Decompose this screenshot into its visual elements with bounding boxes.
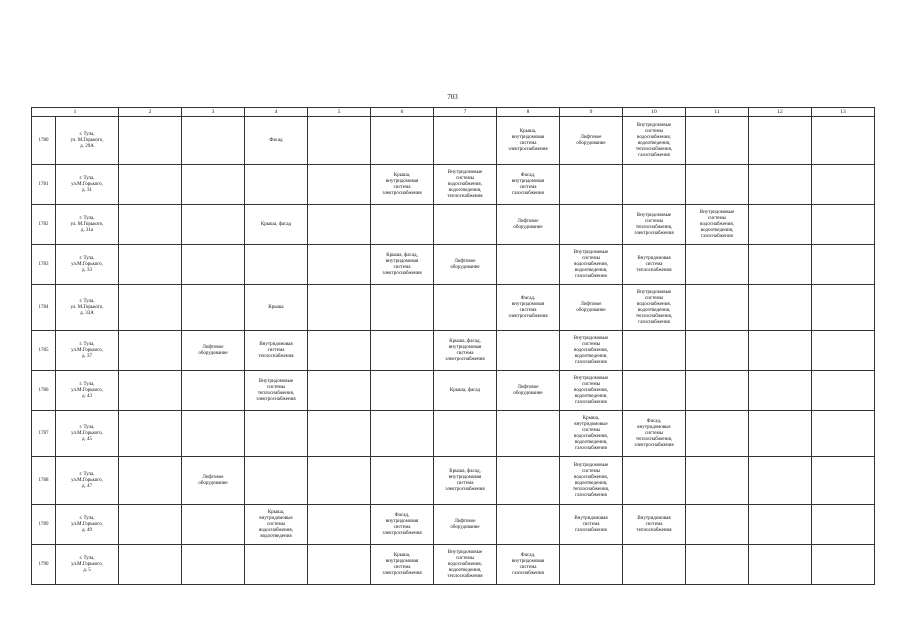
work-cell-col-5 [308,205,371,245]
work-cell-col-7: Лифтовое оборудование [434,245,497,285]
work-cell-col-5 [308,457,371,505]
work-cell-col-8: Крыша, внутридомовая система электроснабжения [497,117,560,165]
work-cell-col-10 [623,165,686,205]
header-cell: 7 [434,108,497,117]
work-cell-col-12 [749,371,812,411]
address-cell: г. Тула, ул.М.Горького, д. 49 [56,505,119,545]
header-cell: 5 [308,108,371,117]
work-cell-col-11 [686,331,749,371]
work-cell-col-12 [749,505,812,545]
work-cell-col-8 [497,505,560,545]
address-cell: г. Тула, ул.М.Горького, д. 47 [56,457,119,505]
work-cell-col-3 [182,545,245,585]
work-cell-col-6 [371,371,434,411]
work-cell-col-9: Лифтовое оборудование [560,285,623,331]
work-cell-col-12 [749,331,812,371]
address-cell: г. Тула, ул. М.Горького, д. 29А [56,117,119,165]
work-cell-col-3 [182,505,245,545]
work-cell-col-2 [119,285,182,331]
work-cell-col-3 [182,245,245,285]
work-cell-col-10 [623,371,686,411]
table-row [32,505,875,545]
row-number: 1784 [32,285,56,331]
work-cell-col-13 [812,117,875,165]
row-number: 1788 [32,457,56,505]
row-number: 1789 [32,505,56,545]
work-cell-col-8: Фасад, внутридомовая система газоснабжения [497,165,560,205]
work-cell-col-12 [749,205,812,245]
row-number: 1781 [32,165,56,205]
address-cell: г. Тула, ул.М.Горького, д. 33 [56,245,119,285]
address-cell: г. Тула, ул.М.Горького, д. 5 [56,545,119,585]
work-cell-col-3 [182,411,245,457]
work-cell-col-5 [308,245,371,285]
address-cell: г. Тула, ул.М.Горького, д. 45 [56,411,119,457]
table-row [32,371,875,411]
work-cell-col-10 [623,331,686,371]
work-cell-col-11 [686,411,749,457]
work-cell-col-12 [749,285,812,331]
repair-schedule-table [31,107,875,585]
work-cell-col-8 [497,331,560,371]
work-cell-col-6 [371,205,434,245]
row-number: 1786 [32,371,56,411]
work-cell-col-11 [686,505,749,545]
work-cell-col-5 [308,371,371,411]
work-cell-col-13 [812,205,875,245]
address-cell: г. Тула, ул.М.Горького, д. 37 [56,331,119,371]
header-cell: 1 [32,108,119,117]
table-row [32,545,875,585]
work-cell-col-6: Крыша, внутридомовая система электроснабжения [371,165,434,205]
work-cell-col-13 [812,245,875,285]
work-cell-col-9 [560,165,623,205]
header-cell: 2 [119,108,182,117]
work-cell-col-5 [308,331,371,371]
row-number: 1782 [32,205,56,245]
work-cell-col-12 [749,245,812,285]
work-cell-col-13 [812,371,875,411]
work-cell-col-5 [308,117,371,165]
work-cell-col-10: Внутридомовые системы водоснабжения, водоотведения, теплоснабжения, газоснабжения [623,117,686,165]
work-cell-col-6: Крыша, фасад, внутридомовая система электроснабжения [371,245,434,285]
work-cell-col-9: Внутридомовая система газоснабжения [560,505,623,545]
work-cell-col-5 [308,411,371,457]
work-cell-col-11 [686,371,749,411]
work-cell-col-2 [119,545,182,585]
work-cell-col-9: Внутридомовые системы водоснабжения, водоотведения, газоснабжения [560,331,623,371]
work-cell-col-3: Лифтовое оборудование [182,331,245,371]
work-cell-col-8: Лифтовое оборудование [497,205,560,245]
work-cell-col-7: Крыша, фасад, внутридомовая система электроснабжения [434,331,497,371]
work-cell-col-8 [497,457,560,505]
work-cell-col-4 [245,165,308,205]
address-cell: г. Тула, ул. М.Горького, д. 33А [56,285,119,331]
work-cell-col-10: Фасад, внутридомовые системы теплоснабжения, электроснабжения [623,411,686,457]
work-cell-col-12 [749,165,812,205]
work-cell-col-2 [119,457,182,505]
work-cell-col-6 [371,411,434,457]
work-cell-col-13 [812,505,875,545]
work-cell-col-9: Внутридомовые системы водоснабжения, водоотведения, газоснабжения [560,245,623,285]
work-cell-col-4: Внутридомовая система теплоснабжения [245,331,308,371]
table-row [32,117,875,165]
work-cell-col-7: Крыша, фасад, внутридомовая система электроснабжения [434,457,497,505]
work-cell-col-2 [119,245,182,285]
work-cell-col-8 [497,411,560,457]
work-cell-col-11 [686,245,749,285]
table-row [32,285,875,331]
address-cell: г. Тула, ул. М.Горького, д. 31а [56,205,119,245]
work-cell-col-6: Крыша, внутридомовая система электроснабжения [371,545,434,585]
work-cell-col-6 [371,457,434,505]
work-cell-col-7: Лифтовое оборудование [434,505,497,545]
header-cell: 4 [245,108,308,117]
work-cell-col-5 [308,505,371,545]
work-cell-col-11 [686,545,749,585]
work-cell-col-12 [749,411,812,457]
work-cell-col-11 [686,165,749,205]
work-cell-col-8: Фасад, внутридомовая система электроснабжения [497,285,560,331]
work-cell-col-6 [371,331,434,371]
work-cell-col-8: Лифтовое оборудование [497,371,560,411]
work-cell-col-4 [245,545,308,585]
work-cell-col-6 [371,117,434,165]
row-number: 1780 [32,117,56,165]
row-number: 1785 [32,331,56,371]
work-cell-col-6 [371,285,434,331]
header-cell: 8 [497,108,560,117]
work-cell-col-5 [308,165,371,205]
work-cell-col-3 [182,165,245,205]
work-cell-col-8 [497,245,560,285]
work-cell-col-4 [245,245,308,285]
header-cell: 10 [623,108,686,117]
work-cell-col-4: Фасад [245,117,308,165]
work-cell-col-9: Внутридомовые системы водоснабжения, водоотведения, теплоснабжения, газоснабжения [560,457,623,505]
work-cell-col-9: Крыша, внутридомовые системы водоснабжения, водоотведения, газоснабжения [560,411,623,457]
work-cell-col-11 [686,285,749,331]
work-cell-col-7: Крыша, фасад [434,371,497,411]
row-number: 1787 [32,411,56,457]
work-cell-col-4: Крыша, внутридомовые системы водоснабжения, водоотведения [245,505,308,545]
work-cell-col-7: Внутридомовые системы водоснабжения, водоотведения, теплоснабжения [434,165,497,205]
work-cell-col-4: Внутридомовые системы теплоснабжения, электроснабжения [245,371,308,411]
work-cell-col-8: Фасад, внутридомовая система газоснабжения [497,545,560,585]
work-cell-col-10: Внутридомовые системы водоснабжения, водоотведения, теплоснабжения, газоснабжения [623,285,686,331]
work-cell-col-3 [182,117,245,165]
page-number: 703 [447,93,458,101]
work-cell-col-2 [119,411,182,457]
header-row [32,108,875,117]
work-cell-col-12 [749,545,812,585]
work-cell-col-13 [812,331,875,371]
work-cell-col-3 [182,285,245,331]
work-cell-col-10: Внутридомовые системы теплоснабжения, электроснабжения [623,205,686,245]
table-row [32,165,875,205]
work-cell-col-4: Крыша, фасад [245,205,308,245]
work-cell-col-11 [686,457,749,505]
header-cell: 12 [749,108,812,117]
work-cell-col-3 [182,205,245,245]
work-cell-col-10: Внутридомовая система теплоснабжения [623,245,686,285]
work-cell-col-2 [119,117,182,165]
work-cell-col-5 [308,545,371,585]
work-cell-col-5 [308,285,371,331]
work-cell-col-12 [749,117,812,165]
table-row [32,245,875,285]
table-row [32,411,875,457]
header-cell: 9 [560,108,623,117]
work-cell-col-2 [119,331,182,371]
work-cell-col-13 [812,411,875,457]
work-cell-col-3 [182,371,245,411]
work-cell-col-9: Внутридомовые системы водоснабжения, водоотведения, газоснабжения [560,371,623,411]
work-cell-col-12 [749,457,812,505]
work-cell-col-13 [812,165,875,205]
work-cell-col-2 [119,165,182,205]
header-cell: 3 [182,108,245,117]
work-cell-col-9: Лифтовое оборудование [560,117,623,165]
work-cell-col-7 [434,411,497,457]
work-cell-col-13 [812,545,875,585]
work-cell-col-2 [119,371,182,411]
work-cell-col-2 [119,205,182,245]
work-cell-col-3: Лифтовое оборудование [182,457,245,505]
row-number: 1790 [32,545,56,585]
work-cell-col-10 [623,457,686,505]
work-cell-col-4 [245,457,308,505]
address-cell: г. Тула, ул.М.Горького, д. 31 [56,165,119,205]
work-cell-col-11 [686,117,749,165]
work-cell-col-7 [434,205,497,245]
work-cell-col-10: Внутридомовая система теплоснабжения [623,505,686,545]
work-cell-col-4: Крыша [245,285,308,331]
work-cell-col-11: Внутридомовые системы водоснабжения, водоотведения, газоснабжения [686,205,749,245]
table-row [32,205,875,245]
work-cell-col-2 [119,505,182,545]
work-cell-col-4 [245,411,308,457]
work-cell-col-13 [812,457,875,505]
table-row [32,331,875,371]
row-number: 1783 [32,245,56,285]
work-cell-col-9 [560,545,623,585]
work-cell-col-7 [434,117,497,165]
header-cell: 6 [371,108,434,117]
table-row [32,457,875,505]
work-cell-col-7 [434,285,497,331]
header-cell: 13 [812,108,875,117]
header-cell: 11 [686,108,749,117]
work-cell-col-10 [623,545,686,585]
work-cell-col-9 [560,205,623,245]
work-cell-col-7: Внутридомовые системы водоснабжения, водоотведения, теплоснабжения [434,545,497,585]
address-cell: г. Тула, ул.М.Горького, д. 43 [56,371,119,411]
work-cell-col-13 [812,285,875,331]
work-cell-col-6: Фасад, внутридомовая система электроснабжения [371,505,434,545]
